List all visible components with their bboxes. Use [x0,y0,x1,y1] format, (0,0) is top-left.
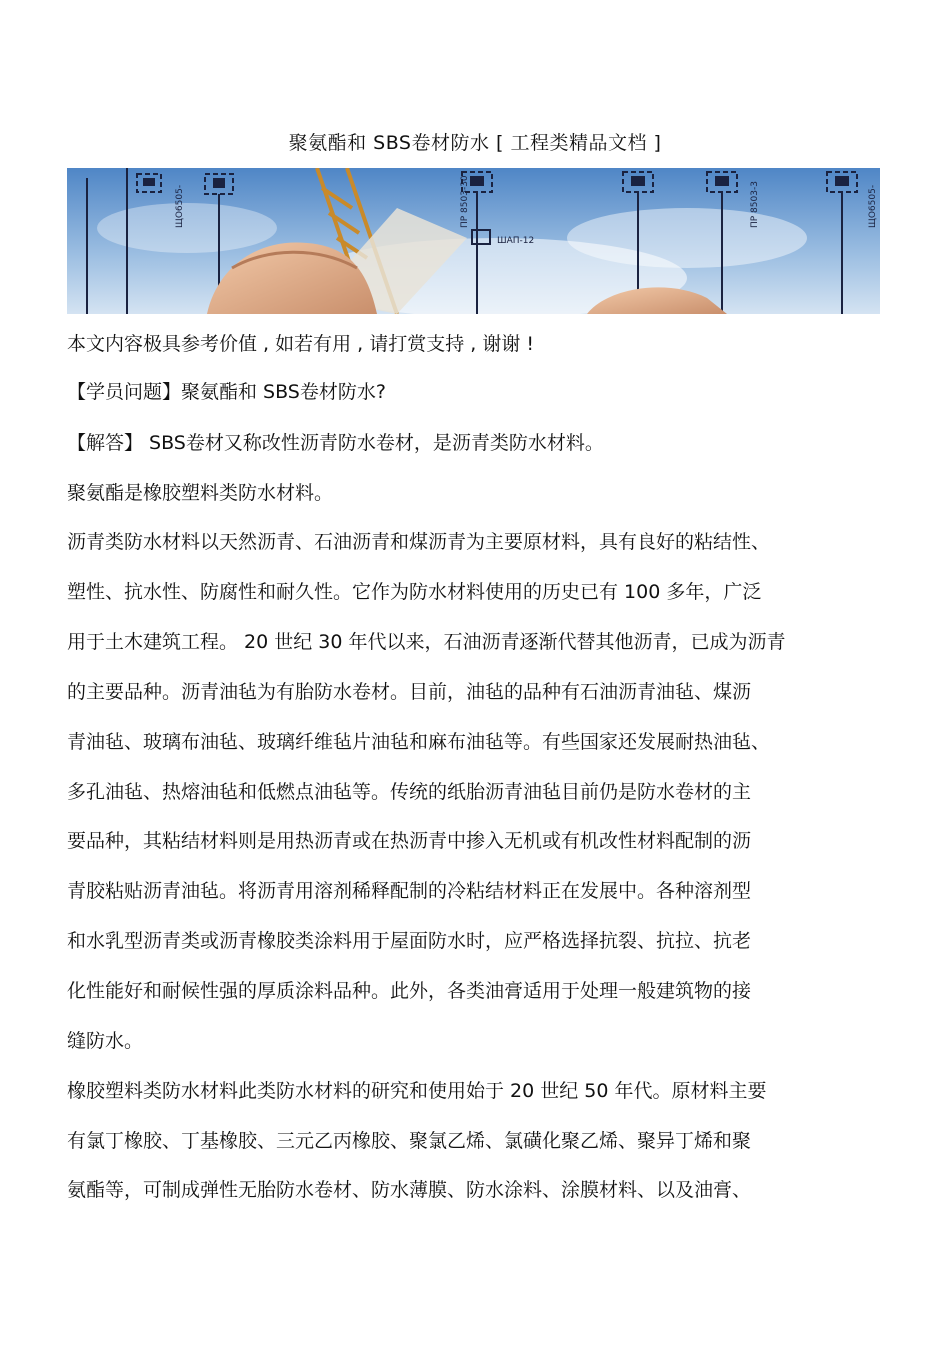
text-line: 【学员问题】聚氨酯和 SBS卷材防水? [67,381,386,403]
document-title: 聚氨酯和 SBS卷材防水 [ 工程类精品文档 ] [288,132,662,154]
text-line: 氨酯等，可制成弹性无胎防水卷材、防水薄膜、防水涂料、涂膜材料、以及油膏、 [67,1179,752,1201]
text-line: 缝防水。 [67,1030,144,1052]
text-line: 沥青类防水材料以天然沥青、石油沥青和煤沥青为主要原材料，具有良好的粘结性、 [67,531,771,553]
banner-label: ПР 8503-30 [460,175,470,228]
text-line: 的主要品种。沥青油毡为有胎防水卷材。目前，油毡的品种有石油沥青油毡、煤沥 [67,681,752,703]
text-line: 【解答】 SBS卷材又称改性沥青防水卷材，是沥青类防水材料。 [67,432,604,454]
text-line: 聚氨酯是橡胶塑料类防水材料。 [67,482,334,504]
text-line: 青胶粘贴沥青油毡。将沥青用溶剂稀释配制的冷粘结材料正在发展中。各种溶剂型 [67,880,752,902]
banner-label: ШАП-12 [497,236,535,246]
text-line: 化性能好和耐候性强的厚质涂料品种。此外，各类油膏适用于处理一般建筑物的接 [67,980,752,1002]
text-line: 本文内容极具参考价值 , 如若有用 , 请打赏支持 , 谢谢 ! [67,333,535,355]
text-line: 青油毡、玻璃布油毡、玻璃纤维毡片油毡和麻布油毡等。有些国家还发展耐热油毡、 [67,731,771,753]
text-line: 和水乳型沥青类或沥青橡胶类涂料用于屋面防水时，应严格选择抗裂、抗拉、抗老 [67,930,752,952]
text-line: 橡胶塑料类防水材料此类防水材料的研究和使用始于 20 世纪 50 年代。原材料主要 [67,1080,767,1102]
banner-image [67,168,880,314]
banner-label: ЩО6505- [175,184,185,228]
text-line: 用于土木建筑工程。 20 世纪 30 年代以来，石油沥青逐渐代替其他沥青，已成为沥青 [67,631,786,653]
text-line: 要品种，其粘结材料则是用热沥青或在热沥青中掺入无机或有机改性材料配制的沥 [67,830,752,852]
text-line: 有氯丁橡胶、丁基橡胶、三元乙丙橡胶、聚氯乙烯、氯磺化聚乙烯、聚异丁烯和聚 [67,1130,752,1152]
text-line: 多孔油毡、热熔油毡和低燃点油毡等。传统的纸胎沥青油毡目前仍是防水卷材的主 [67,781,752,803]
banner-label: ЩО6505- [868,184,878,228]
banner-label: ПР 8503-3 [750,181,760,228]
text-line: 塑性、抗水性、防腐性和耐久性。它作为防水材料使用的历史已有 100 多年，广泛 [67,581,762,603]
